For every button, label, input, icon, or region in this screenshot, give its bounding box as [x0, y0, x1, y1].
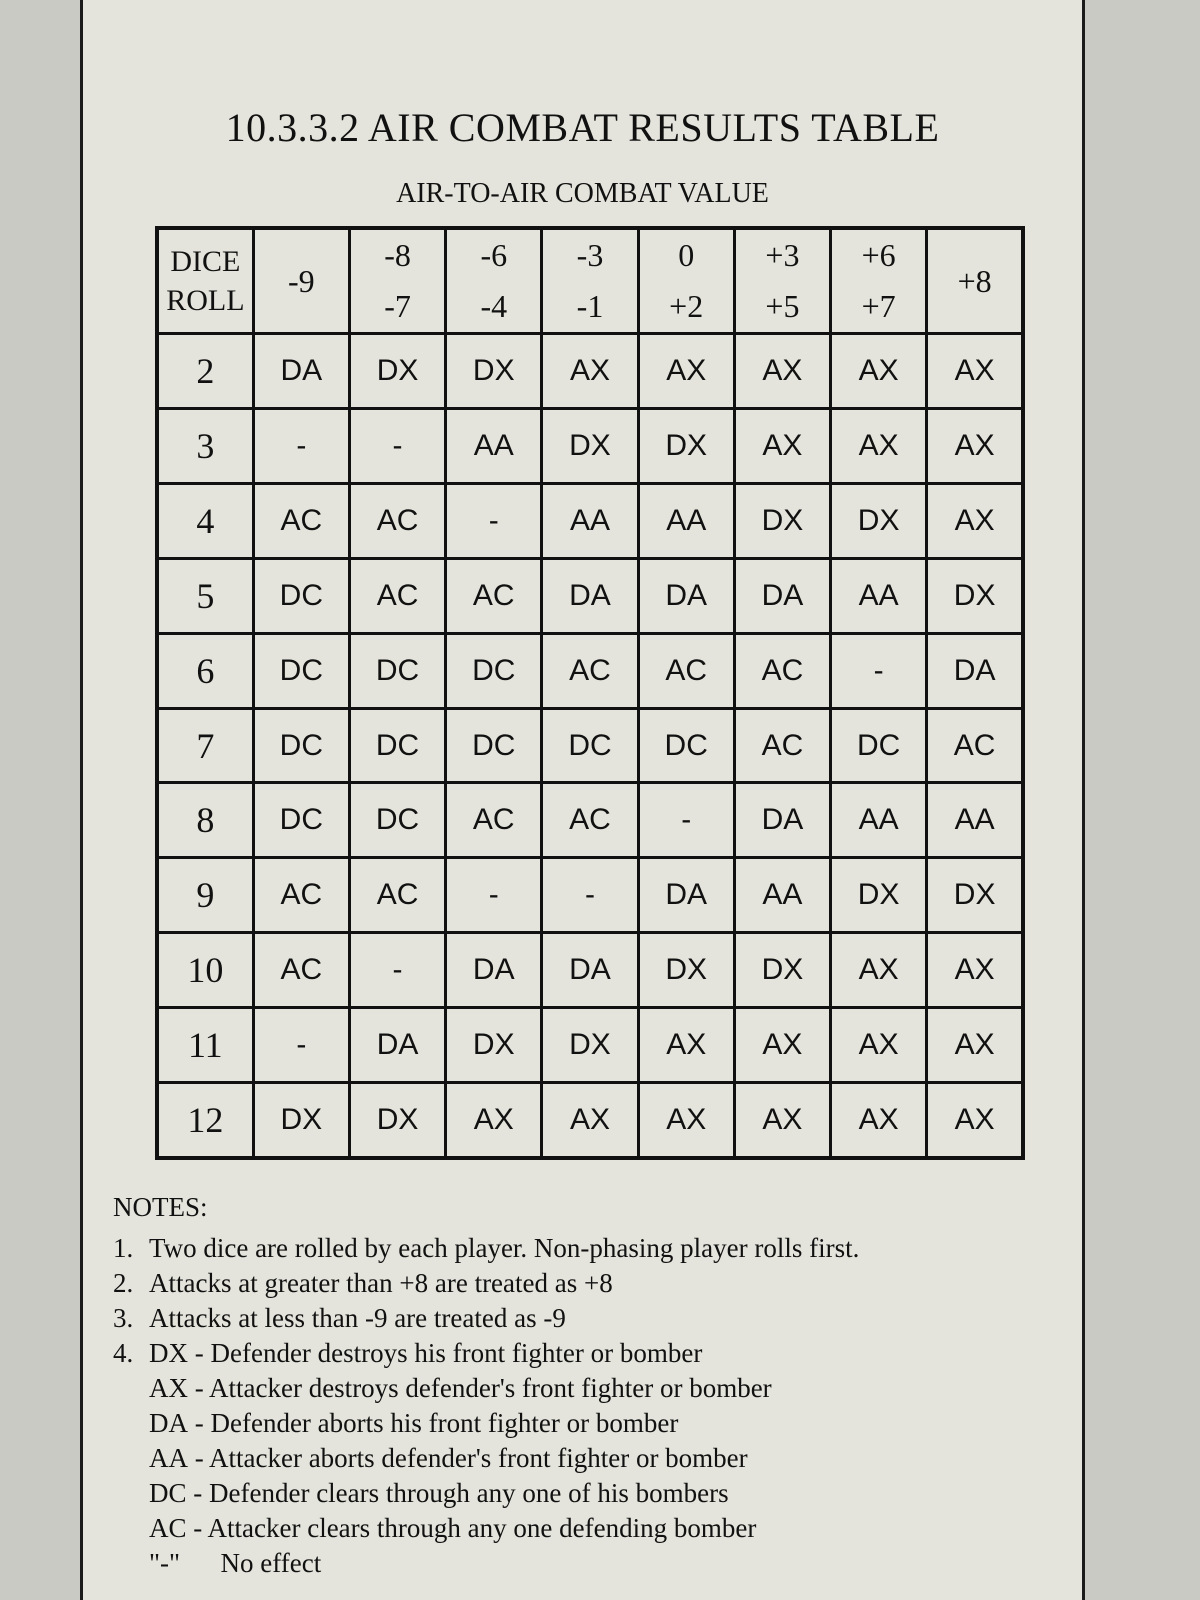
column-header: -6 -4: [446, 228, 542, 334]
note-text: Attacks at greater than +8 are treated as +8: [149, 1268, 613, 1298]
result-cell: DX: [638, 933, 734, 1008]
result-cell: AX: [831, 409, 927, 484]
note-text: Two dice are rolled by each player. Non-phasing player rolls first.: [149, 1233, 860, 1263]
dice-roll-cell: 4: [157, 484, 253, 559]
result-cell: DX: [831, 858, 927, 933]
result-cell: DX: [831, 484, 927, 559]
result-cell: DA: [734, 558, 830, 633]
result-cell: AC: [349, 858, 445, 933]
result-cell: DX: [446, 334, 542, 409]
air-combat-results-table: [155, 226, 1025, 1160]
result-cell: DX: [734, 484, 830, 559]
result-cell: -: [831, 633, 927, 708]
result-cell: DX: [542, 1007, 638, 1082]
result-cell: DX: [927, 858, 1023, 933]
result-cell: DC: [638, 708, 734, 783]
dice-roll-cell: 9: [157, 858, 253, 933]
table-row: [157, 409, 1023, 484]
table-row: [157, 708, 1023, 783]
result-cell: DA: [542, 933, 638, 1008]
result-cell: -: [349, 409, 445, 484]
table-row: [157, 558, 1023, 633]
dice-roll-cell: 7: [157, 708, 253, 783]
result-cell: AX: [638, 1007, 734, 1082]
result-cell: -: [253, 1007, 349, 1082]
result-cell: DA: [253, 334, 349, 409]
result-cell: DA: [446, 933, 542, 1008]
result-cell: DC: [446, 708, 542, 783]
result-definition: [113, 1371, 1073, 1406]
result-cell: AA: [831, 558, 927, 633]
result-cell: DX: [253, 1082, 349, 1158]
result-cell: AX: [927, 334, 1023, 409]
result-cell: AC: [253, 484, 349, 559]
result-cell: AA: [831, 783, 927, 858]
note-number: 1.: [113, 1233, 134, 1263]
result-cell: AX: [734, 1007, 830, 1082]
result-code: AC: [149, 1513, 187, 1543]
result-cell: DX: [542, 409, 638, 484]
column-header: -9: [253, 228, 349, 334]
result-cell: DA: [638, 558, 734, 633]
result-cell: AX: [542, 334, 638, 409]
result-definition: [113, 1406, 1073, 1441]
result-cell: AX: [734, 1082, 830, 1158]
dice-roll-cell: 2: [157, 334, 253, 409]
table-row: [157, 1082, 1023, 1158]
result-cell: AX: [446, 1082, 542, 1158]
note-number: 2.: [113, 1268, 134, 1298]
result-cell: -: [253, 409, 349, 484]
result-cell: AC: [253, 858, 349, 933]
result-definition: [113, 1476, 1073, 1511]
result-cell: DC: [831, 708, 927, 783]
result-cell: AC: [446, 783, 542, 858]
result-cell: DX: [734, 933, 830, 1008]
definition-text: No effect: [180, 1548, 322, 1578]
result-cell: -: [349, 933, 445, 1008]
result-code: DA: [149, 1408, 188, 1438]
dice-roll-cell: 10: [157, 933, 253, 1008]
result-cell: AC: [542, 633, 638, 708]
result-cell: DC: [253, 783, 349, 858]
result-cell: AC: [734, 633, 830, 708]
result-cell: -: [446, 484, 542, 559]
result-cell: DA: [542, 558, 638, 633]
column-header: 0 +2: [638, 228, 734, 334]
result-cell: DC: [446, 633, 542, 708]
dice-roll-cell: 12: [157, 1082, 253, 1158]
result-cell: AX: [831, 933, 927, 1008]
result-cell: AX: [638, 334, 734, 409]
result-cell: DX: [446, 1007, 542, 1082]
column-header: +8: [927, 228, 1023, 334]
result-cell: AX: [927, 409, 1023, 484]
table-row: [157, 858, 1023, 933]
dice-roll-cell: 5: [157, 558, 253, 633]
result-cell: AC: [542, 783, 638, 858]
result-code: DC: [149, 1478, 187, 1508]
definition-text: - Defender clears through any one of his bombers: [186, 1478, 729, 1508]
result-code: "-": [149, 1548, 181, 1578]
table-row: [157, 633, 1023, 708]
column-header: -8 -7: [349, 228, 445, 334]
document-page: [80, 0, 1085, 1600]
result-cell: AX: [831, 334, 927, 409]
result-code: AX: [149, 1373, 188, 1403]
dice-roll-cell: 8: [157, 783, 253, 858]
column-header: -3 -1: [542, 228, 638, 334]
result-cell: AX: [734, 334, 830, 409]
result-cell: AA: [927, 783, 1023, 858]
result-cell: DC: [253, 558, 349, 633]
result-cell: DA: [349, 1007, 445, 1082]
table-row: [157, 1007, 1023, 1082]
result-cell: AX: [927, 1007, 1023, 1082]
result-cell: AX: [831, 1082, 927, 1158]
header-row: [157, 228, 1023, 334]
result-cell: AC: [349, 558, 445, 633]
result-cell: AC: [446, 558, 542, 633]
result-cell: AC: [734, 708, 830, 783]
note-item: [113, 1301, 1073, 1336]
table-row: [157, 334, 1023, 409]
result-cell: DC: [253, 633, 349, 708]
dice-roll-cell: 3: [157, 409, 253, 484]
note-item: [113, 1231, 1073, 1266]
note-number: 3.: [113, 1303, 134, 1333]
result-cell: AC: [349, 484, 445, 559]
result-cell: AC: [927, 708, 1023, 783]
result-cell: -: [638, 783, 734, 858]
result-cell: AX: [927, 933, 1023, 1008]
result-cell: AX: [927, 484, 1023, 559]
note-text: DX - Defender destroys his front fighter or bomber: [149, 1338, 703, 1368]
result-cell: AX: [831, 1007, 927, 1082]
definition-text: - Attacker aborts defender's front fighter or bomber: [188, 1443, 748, 1473]
result-cell: DX: [638, 409, 734, 484]
result-cell: DX: [349, 334, 445, 409]
result-definition: [113, 1441, 1073, 1476]
result-cell: AX: [638, 1082, 734, 1158]
result-cell: DX: [927, 558, 1023, 633]
result-cell: DC: [349, 783, 445, 858]
note-item: [113, 1336, 1073, 1371]
note-number: 4.: [113, 1338, 134, 1368]
result-cell: AX: [734, 409, 830, 484]
table-subtitle: AIR-TO-AIR COMBAT VALUE: [396, 178, 769, 209]
result-cell: DA: [927, 633, 1023, 708]
dice-roll-cell: 6: [157, 633, 253, 708]
result-definition: [113, 1546, 1073, 1581]
result-cell: AC: [638, 633, 734, 708]
result-cell: AC: [253, 933, 349, 1008]
result-cell: -: [446, 858, 542, 933]
result-cell: AA: [734, 858, 830, 933]
note-item: [113, 1266, 1073, 1301]
result-cell: AA: [446, 409, 542, 484]
result-cell: DA: [734, 783, 830, 858]
result-cell: DC: [349, 708, 445, 783]
result-code: AA: [149, 1443, 188, 1473]
result-cell: AA: [542, 484, 638, 559]
result-cell: AA: [638, 484, 734, 559]
result-cell: DC: [253, 708, 349, 783]
table-row: [157, 783, 1023, 858]
definition-text: - Attacker clears through any one defending bomber: [186, 1513, 757, 1543]
dice-roll-header: DICE ROLL: [157, 228, 253, 334]
result-cell: -: [542, 858, 638, 933]
notes-title: NOTES:: [113, 1192, 208, 1222]
notes-section: [113, 1190, 1073, 1581]
column-header: +3 +5: [734, 228, 830, 334]
result-cell: DX: [349, 1082, 445, 1158]
result-definition: [113, 1511, 1073, 1546]
table-row: [157, 484, 1023, 559]
column-header: +6 +7: [831, 228, 927, 334]
definition-text: - Attacker destroys defender's front fighter or bomber: [188, 1373, 772, 1403]
result-cell: AX: [927, 1082, 1023, 1158]
result-cell: AX: [542, 1082, 638, 1158]
result-cell: DA: [638, 858, 734, 933]
note-text: Attacks at less than -9 are treated as -9: [149, 1303, 566, 1333]
dice-roll-cell: 11: [157, 1007, 253, 1082]
definition-text: - Defender aborts his front fighter or bomber: [188, 1408, 679, 1438]
result-cell: DC: [542, 708, 638, 783]
result-cell: DC: [349, 633, 445, 708]
table-title: 10.3.3.2 AIR COMBAT RESULTS TABLE: [225, 105, 940, 150]
table-row: [157, 933, 1023, 1008]
